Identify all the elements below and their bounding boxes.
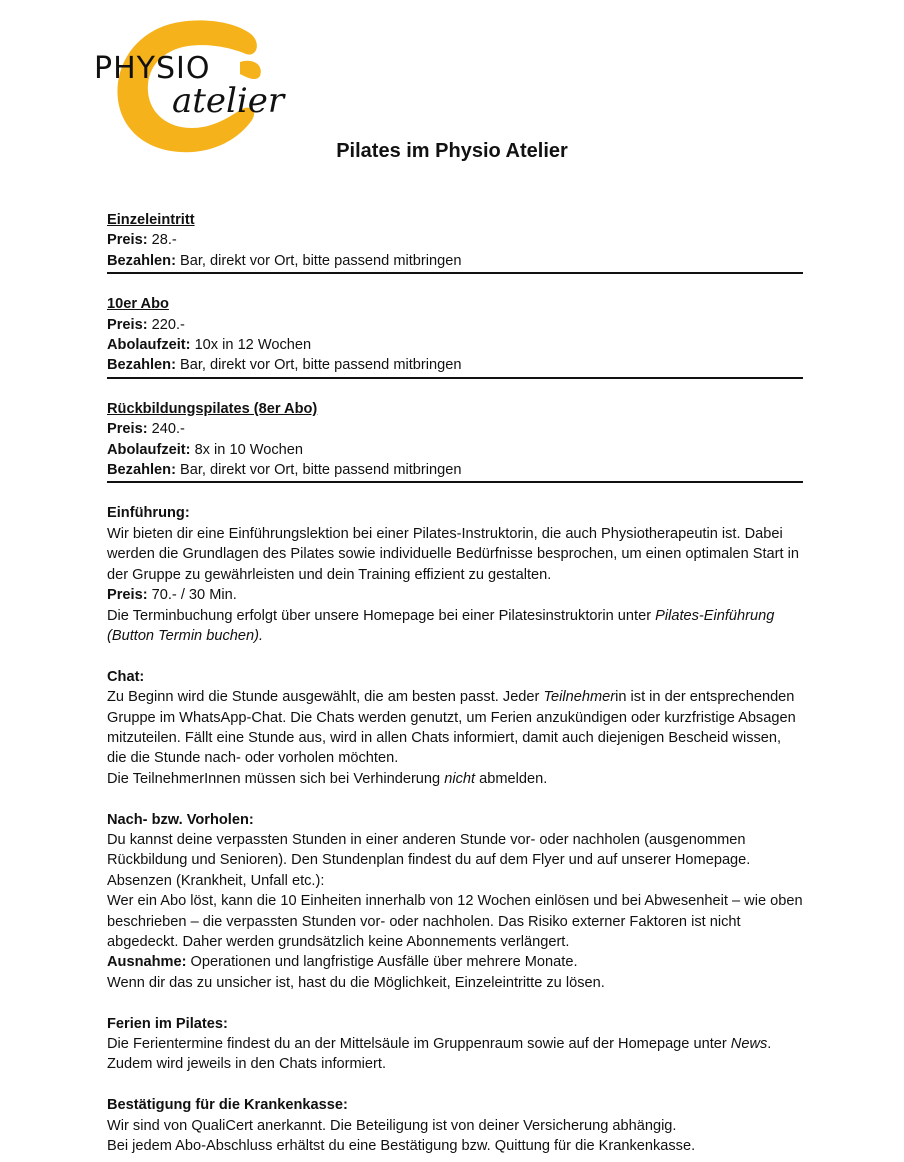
exception-value: Operationen und langfristige Ausfälle über mehrere Monate. [186, 954, 578, 971]
row-value: 8x in 10 Wochen [190, 441, 304, 458]
text-span: Zu Beginn wird die Stunde ausgewählt, die am besten passt. Jeder [107, 689, 544, 706]
logo-text-atelier: atelier [172, 81, 285, 121]
paragraph: Wir bieten dir eine Einführungslektion bei einer Pilates-Instruktorin, die auch Physiotherapeutin ist. Dabei werden die Grundlagen des Pilates sowie individuelle Bedürfnisse besprochen, um einen optimalen Start in der Gruppe zu gewährleisten und dein Training effizient zu gestalten. [107, 525, 799, 583]
price-heading: Einzeleintritt [107, 212, 195, 228]
price-block-rueckbildung [107, 399, 803, 484]
row-value: 220.- [147, 316, 185, 333]
text-span-italic: News [730, 1035, 768, 1052]
row-value: 240.- [147, 421, 185, 438]
section-krankenkasse [107, 1095, 803, 1156]
paragraph: Du kannst deine verpassten Stunden in einer anderen Stunde vor- oder nachholen (ausgenommen Rückbildung und Senioren). Den Stundenplan findest du auf dem Flyer und auf unserer Homepage. [107, 831, 751, 869]
page-title: Pilates im Physio Atelier [336, 140, 568, 162]
row-value: 28.- [147, 232, 177, 249]
price-value: 70.- / 30 Min. [147, 587, 237, 604]
row-value: Bar, direkt vor Ort, bitte passend mitbringen [175, 462, 462, 479]
section-heading: Nach- bzw. Vorholen: [107, 811, 254, 828]
section-heading: Einführung: [107, 505, 190, 522]
price-label: Preis: [107, 587, 148, 604]
text-span: abmelden. [475, 770, 548, 787]
paragraph: Die Terminbuchung erfolgt über unsere Homepage bei einer Pilatesinstruktorin unter [107, 607, 656, 624]
row-label: Preis: [107, 232, 148, 249]
text-span-italic: Teilnehmer [543, 689, 616, 706]
paragraph: Bei jedem Abo-Abschluss erhältst du eine Bestätigung bzw. Quittung für die Krankenkasse. [107, 1138, 696, 1154]
paragraph: Absenzen (Krankheit, Unfall etc.): [107, 872, 325, 889]
text-span: Die TeilnehmerInnen müssen sich bei Verhinderung [107, 770, 445, 787]
section-einfuehrung [107, 503, 803, 646]
paragraph: Wer ein Abo löst, kann die 10 Einheiten innerhalb von 12 Wochen einlösen und bei Abwesenheit – wie oben beschrieben – die verpassten Stunden vor- oder nachholen. Das Risiko externer Faktoren ist nicht abgedeckt. Daher werden grundsätzlich keine Abonnements verlängert. [107, 893, 803, 950]
row-label: Abolaufzeit: [107, 337, 191, 354]
section-heading: Bestätigung für die Krankenkasse: [107, 1097, 348, 1114]
physio-atelier-logo [80, 18, 295, 154]
price-heading: 10er Abo [107, 296, 169, 313]
booking-reference: Pilates-Einführung (Button Termin buchen). [107, 607, 775, 644]
section-chat [107, 667, 803, 789]
price-heading: Rückbildungspilates (8er Abo) [107, 400, 318, 417]
logo-text-physio: PHYSIO [94, 51, 211, 86]
section-heading: Ferien im Pilates: [107, 1015, 228, 1032]
price-block-10er-abo [107, 294, 803, 379]
document-body [107, 210, 803, 1162]
text-span: . Zudem wird jeweils in den Chats informiert. [107, 1035, 772, 1073]
text-span: in ist in der entsprechenden Gruppe im WhatsApp-Chat. Die Chats werden genutzt, um Ferien anzukündigen oder kurzfristige Absagen mitzuteilen. Fällt eine Stunde aus, wird in allen Chats informiert, damit auch diejenigen Bescheid wissen, die die Stunde nach- oder vorholen möchten. [107, 689, 796, 767]
row-value: Bar, direkt vor Ort, bitte passend mitbringen [175, 357, 462, 374]
row-label: Bezahlen: [107, 357, 176, 374]
section-ferien [107, 1014, 803, 1075]
row-label: Abolaufzeit: [107, 441, 191, 458]
row-value: Bar, direkt vor Ort, bitte passend mitbringen [175, 252, 462, 269]
paragraph: Wenn dir das zu unsicher ist, hast du die Möglichkeit, Einzeleintritte zu lösen. [107, 974, 605, 991]
paragraph: Wir sind von QualiCert anerkannt. Die Beteiligung ist von deiner Versicherung abhängig. [107, 1117, 677, 1134]
text-span-italic: nicht [444, 770, 476, 787]
section-heading: Chat: [107, 668, 145, 685]
text-span: Die Ferientermine findest du an der Mittelsäule im Gruppenraum sowie auf der Homepage unter [107, 1035, 731, 1052]
exception-label: Ausnahme: [107, 954, 187, 971]
row-value: 10x in 12 Wochen [190, 337, 312, 354]
price-block-einzeleintritt [107, 210, 803, 274]
row-label: Preis: [107, 421, 148, 438]
row-label: Bezahlen: [107, 252, 176, 269]
row-label: Bezahlen: [107, 462, 176, 479]
section-nachholen [107, 810, 803, 994]
row-label: Preis: [107, 316, 148, 333]
